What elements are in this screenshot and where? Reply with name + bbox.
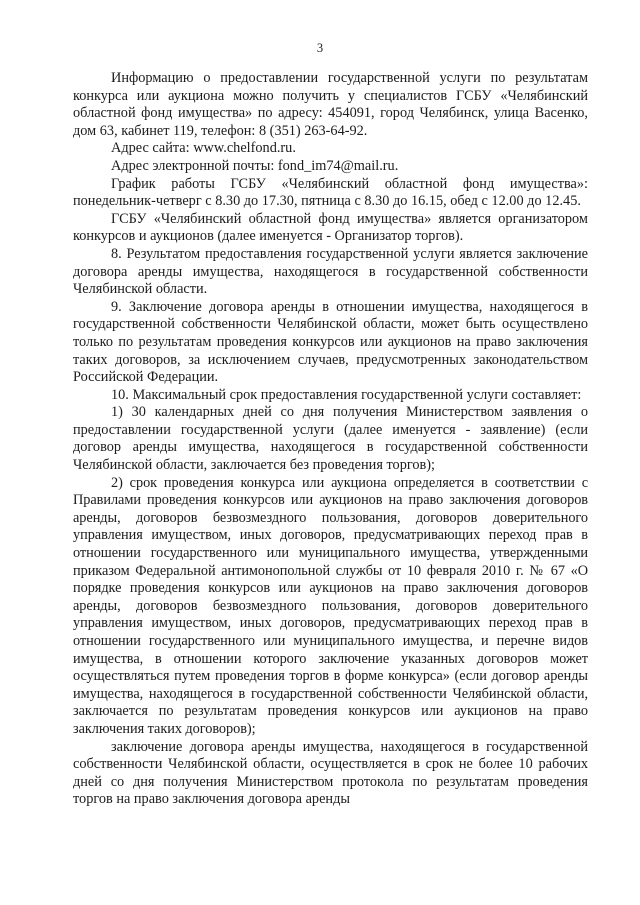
- document-body: [73, 70, 588, 809]
- paragraph-item-9: 9. Заключение договора аренды в отношении имущества, находящегося в государственной собственности Челябинской области, может быть осуществлено только по результатам проведения конкурсов или аукционов на право заключения таких договоров, за исключением случаев, предусмотренных законодательством Российской Федерации.: [73, 298, 588, 386]
- paragraph-contract-term: заключение договора аренды имущества, находящегося в государственной собственности Челябинской области, осуществляется в срок не более 10 рабочих дней со дня получения Министерством протокола по результатам проведения торгов на право заключения договора аренды: [73, 738, 588, 808]
- paragraph-subitem-1: 1) 30 календарных дней со дня получения Министерством заявления о предоставлении государственной услуги (далее именуется - заявление) (если договор аренды имущества, находящегося в государственной собственности Челябинской области, заключается без проведения торгов);: [73, 404, 588, 474]
- paragraph-item-10: 10. Максимальный срок предоставления государственной услуги составляет:: [111, 386, 582, 403]
- page-number: 3: [316, 41, 324, 55]
- paragraph-organizer: ГСБУ «Челябинский областной фонд имущества» является организатором конкурсов и аукционов (далее именуется - Организатор торгов).: [73, 210, 588, 245]
- paragraph-subitem-2: 2) срок проведения конкурса или аукциона определяется в соответствии с Правилами проведения конкурсов или аукционов на право заключения договоров аренды, договоров безвозмездного пользования, договоров доверительного управления имуществом, иных договоров, предусматривающих переход прав в отношении государственного или муниципального имущества, утвержденными приказом Федеральной антимонопольной службы от 10 февраля 2010 г. № 67 «О порядке проведения конкурсов или аукционов на право заключения договоров аренды, договоров безвозмездного пользования, договоров доверительного управления имуществом, иных договоров, предусматривающих переход прав в отношении государственного или муниципального имущества, и перечне видов имущества, в отношении которого заключение указанных договоров может осуществляться путем проведения торгов в форме конкурса» (если договор аренды имущества, находящегося в государственной собственности Челябинской области, заключается по результатам проведения конкурсов или аукционов на право заключения таких договоров);: [73, 474, 588, 737]
- paragraph-contact-info: Информацию о предоставлении государственной услуги по результатам конкурса или аукциона можно получить у специалистов ГСБУ «Челябинский областной фонд имущества» по адресу: 454091, город Челябинск, улица Васенко, дом 63, кабинет 119, телефон: 8 (351) 263-64-92.: [73, 70, 588, 139]
- paragraph-item-8: 8. Результатом предоставления государственной услуги является заключение договора аренды имущества, находящегося в государственной собственности Челябинской области.: [73, 245, 588, 298]
- paragraph-email: Адрес электронной почты: fond_im74@mail.ru.: [111, 157, 399, 174]
- paragraph-work-schedule: График работы ГСБУ «Челябинский областной фонд имущества»: понедельник-четверг с 8.30 до 17.30, пятница с 8.30 до 16.15, обед с 12.00 до 12.45.: [73, 175, 588, 210]
- paragraph-website: Адрес сайта: www.chelfond.ru.: [111, 140, 296, 157]
